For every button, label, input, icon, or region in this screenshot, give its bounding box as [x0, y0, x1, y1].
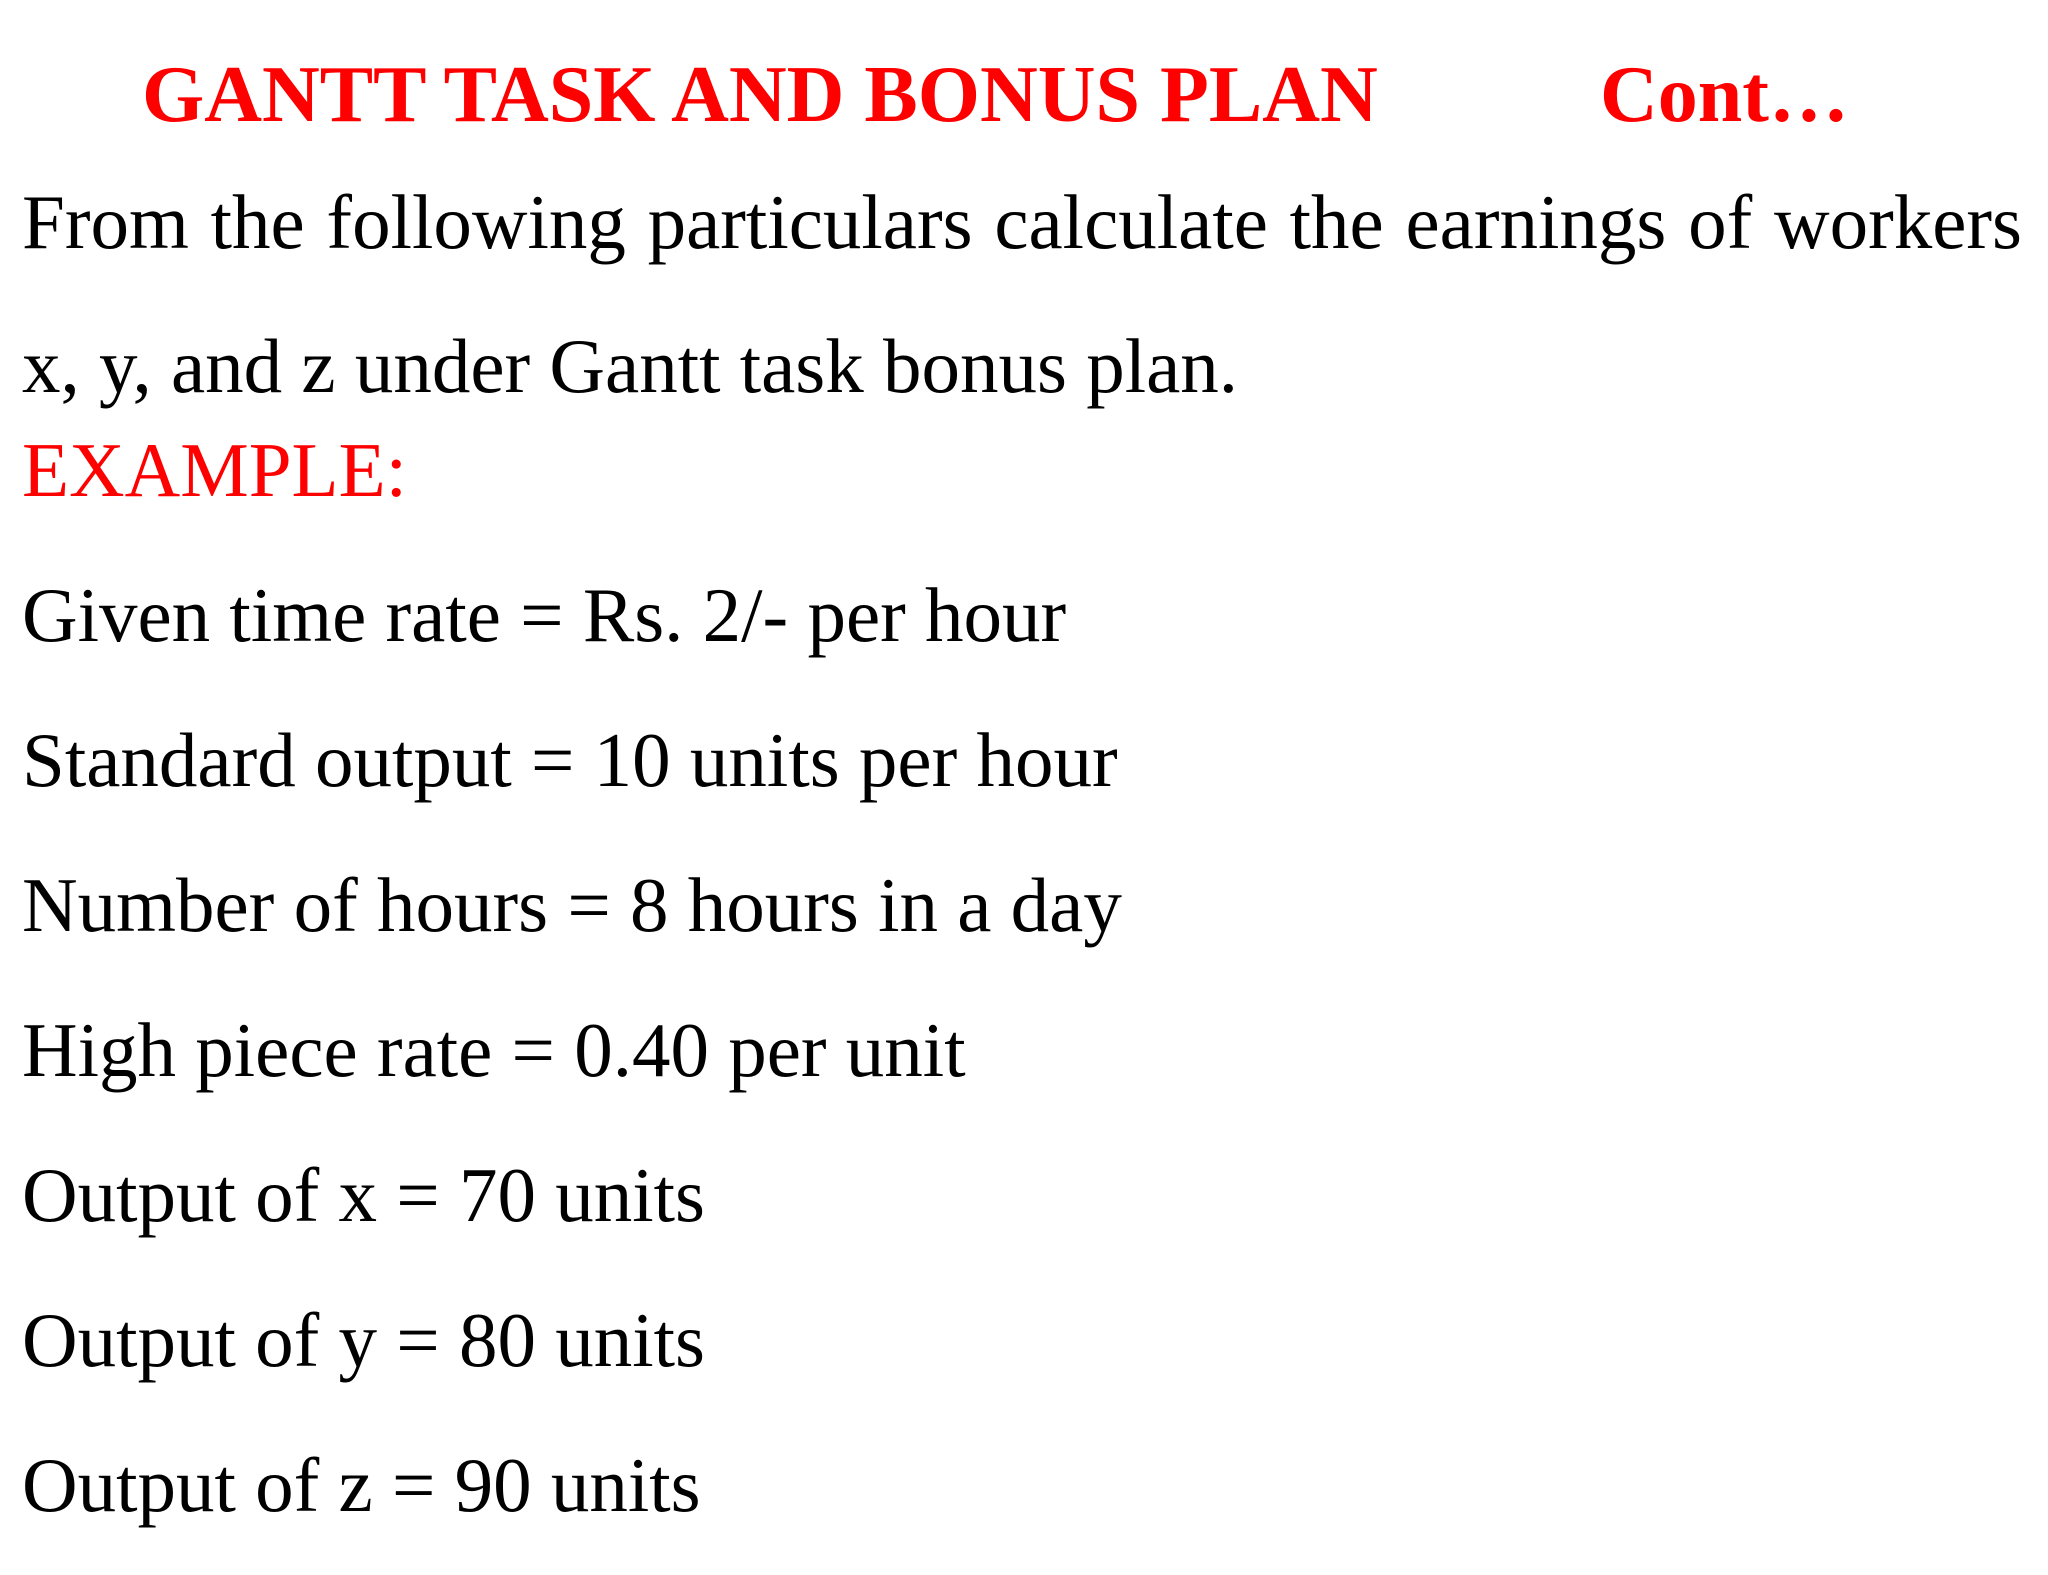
title-continued: Cont… — [1600, 51, 1849, 139]
particular-standard-output: Standard output = 10 units per hour — [22, 717, 1118, 803]
particular-high-piece-rate: High piece rate = 0.40 per unit — [22, 1007, 966, 1093]
particular-time-rate: Given time rate = Rs. 2/- per hour — [22, 572, 1067, 658]
particular-number-of-hours: Number of hours = 8 hours in a day — [22, 862, 1122, 948]
particular-output-x: Output of x = 70 units — [22, 1152, 705, 1238]
title-main: GANTT TASK AND BONUS PLAN — [142, 51, 1378, 139]
slide-title — [0, 50, 2048, 140]
intro-paragraph: From the following particulars calculate the earnings of workers x, y, and z under Gantt task bonus plan. — [22, 179, 2022, 409]
particulars-list — [22, 560, 1122, 1575]
particular-output-z: Output of z = 90 units — [22, 1442, 701, 1528]
particular-output-y: Output of y = 80 units — [22, 1297, 705, 1383]
example-label: EXAMPLE: — [22, 427, 407, 513]
